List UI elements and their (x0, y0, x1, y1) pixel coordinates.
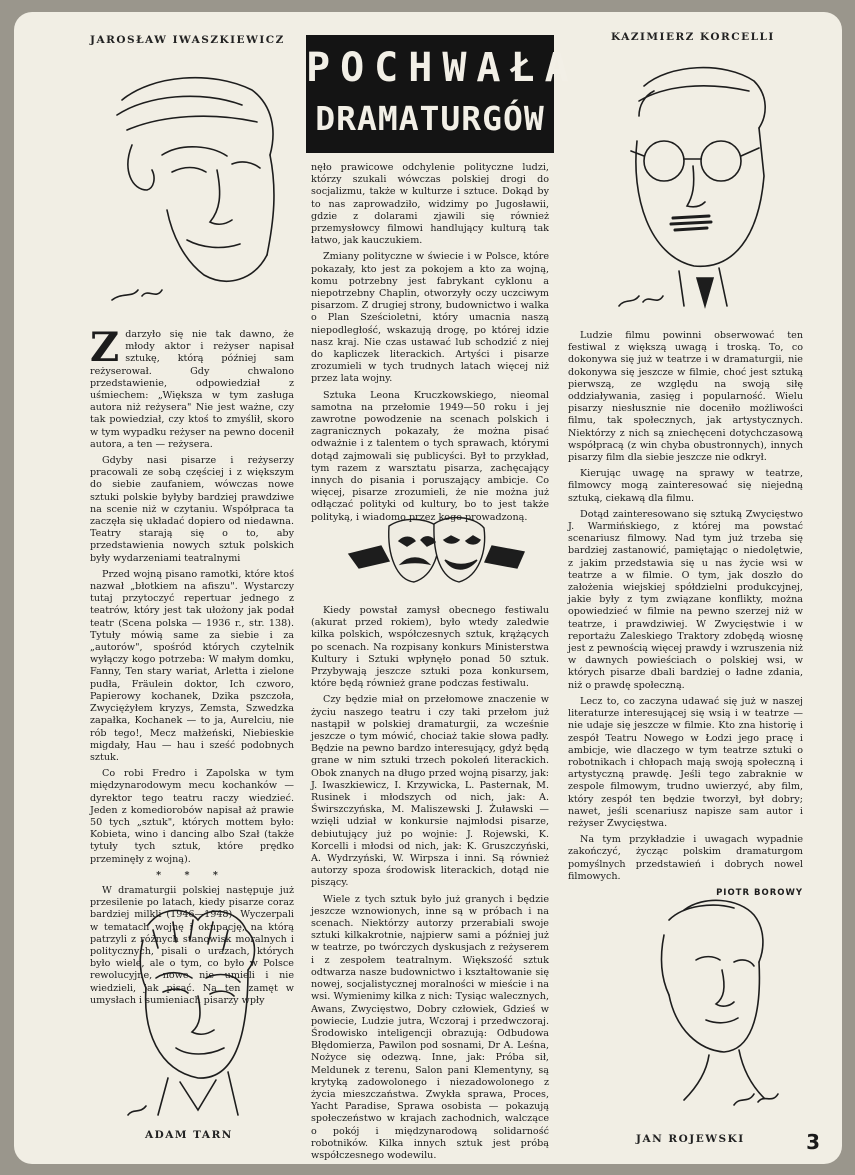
portrait-rojewski-illustration (614, 890, 789, 1125)
col3-paragraph-1: Ludzie filmu powinni obserwować ten festiwal z większą uwagą i troską. To, co dokonywa się już w teatrze i w dramaturgii, nie dokonywa się jeszcze w filmie, choć jest sztuką pierwszą, ze względu na swoją siłę oddziaływania, zasięg i popularność. Wielu pisarzy niesłusznie nie doceniło możliwości filmu, tak społecznych, jak artystycznych. Niektórzy z nich są zniechęceni dotychczasową współpracą (z win chyba obustronnych), innych pisarzy film dla siebie jeszcze nie odkrył. (568, 330, 803, 464)
col1-paragraph-4: Co robi Fredro i Zapolska w tym międzynarodowym mecu kochanków — dyrektor tego teatru raczy wiedzieć. Jeden z komediorobów napisał aż prawie 50 tych „sztuk", których mottem było: Kobieta, wino i dancing albo Szał (także tytuły tych sztuk, które prędko przeminęły z wojną). (90, 768, 294, 865)
author-name-tarn: ADAM TARN (145, 1129, 233, 1141)
portrait-iwaszkiewicz-illustration (92, 60, 287, 305)
col2-paragraph-5: Czy będzie miał on przełomowe znaczenie w życiu naszego teatru i czy taki przełom już nastąpił w polskiej dramaturgii, za wcześnie jeszcze o tym mówić, chociaż takie słowa padły. Będzie na pewno bardzo interesujący, gdyż będą grane w nim sztuki trzech pokoleń literackich. Obok znanych na długo przed wojną pisarzy, jak: J. Iwaszkiewicz, I. Krzywicka, L. Pasternak, M. Rusinek i młodszych od nich, jak: A. Świrszczyńska, M. Maliszewski J. Żuławski — wzięli udział w konkursie najmłodsi pisarze, debiutujący już po wojnie: J. Rojewski, K. Korcelli i młodsi od nich, jak: K. Gruszczyński, A. Wydrzyński, W. Wirpsza i inni. Są również autorzy spoza środowisk literackich, dotąd nie piszący. (311, 694, 549, 889)
article-signature: PIOTR BOROWY (716, 887, 803, 898)
col1-paragraph-1: darzyło się nie tak dawno, że młody aktor i reżyser napisał sztukę, którą później sam reżyserował. Gdy chwalono przedstawienie, odpowiedział z uśmiechem: „Większa w tym zasługa autora niż reżysera" Nie jest ważne, czy tak powiedział, czy ktoś to zmyślił, skoro w tym wypadku reżyser na pewno docenił autora, a ten — reżysera. (90, 329, 294, 450)
col3-paragraph-3: Dotąd zainteresowano się sztuką Zwycięstwo J. Warmińskiego, z której ma powstać scenariusz filmowy. Nad tym już trzeba się bardziej zastanowić, pamiętając o niedolętwie, z jakim przedstawia się u nas życie wsi w teatrze a w filmie. O tym, jak doszło do założenia wiejskiej spółdzielni produkcyjnej, jakie były z tym związane konflikty, można opowiedzieć w filmie na pewno szerzej niż w teatrze, i prawdziwiej. W Zwycięstwie i w reportażu Zaleskiego Traktory zdobędą wiosnę jest z pewnością więcej prawdy i wzruszenia niż w dawnych powieściach o polskiej wsi, w których pisarze dbali bardziej o ładne zdania, niż o prawdę społeczną. (568, 508, 803, 691)
drop-cap: Z (90, 324, 120, 371)
article-column-2-upper (311, 162, 549, 523)
col2-paragraph-6: Wiele z tych sztuk było już granych i będzie jeszcze wznowionych, inne są w próbach i na scenach. Niektórzy autorzy przerabiali swoje sztuki kilkakrotnie, najpierw sami a później już w teatrze, po twórczych dyskusjach z reżyserem i z zespołem teatralnym. Większość sztuk odtwarza nasze budownictwo i kształtowanie się nowej, socjalistycznej moralności w mieście i na wsi. Wymienimy kilka z nich: Tysiąc walecznych, Awans, Zwycięstwo, Dobry człowiek, Gdzieś w powiecie, Ludzie jutra, Wczoraj i przedwczoraj. Środowisko inteligencji obrazują: Odbudowa Błędomierza, Pawilon pod sosnami, Dr A. Leśna, Nożyce się odezwą. Inne, jak: Próba sił, Meldunek z terenu, Salon pani Klementyny, są krytyką zadowolonego i niezadowolonego z życia mieszczaństwa. Zwykła sprawa, Proces, Yacht Paradise, Sprawa osobista — pokazują społeczeństwo w krajach zachodnich, walczące o pokój i międzynarodową solidarność robotników. Kilka innych sztuk jest próbą współczesnego wodewilu. (311, 893, 549, 1161)
magazine-page (14, 12, 842, 1164)
article-column-1 (90, 324, 294, 1006)
author-name-rojewski: JAN ROJEWSKI (636, 1133, 745, 1145)
article-column-2-lower (311, 605, 549, 1161)
col2-paragraph-2: Zmiany polityczne w świecie i w Polsce, które pokazały, kto jest za pokojem a kto za wojną, komu potrzebny jest fabrykant cyklonu a niepotrzebny Chaplin, otworzyły oczy uczciwym pisarzom. Z drugiej strony, budownictwo i walka o Plan Sześcioletni, który umacnia naszą niepodległość, wskazują drogę, po której idzie nasz kraj. Nie czas ustawać lub schodzić z niej do kapliczek literackich. Artyści i pisarze zrozumieli w tych trudnych latach więcej niż przez lata wojny. (311, 251, 549, 385)
article-column-3 (568, 330, 803, 898)
author-name-iwaszkiewicz: JAROSŁAW IWASZKIEWICZ (90, 34, 285, 46)
col1-paragraph-2: Gdyby nasi pisarze i reżyserzy pracowali ze sobą częściej i z większym do siebie zaufaniem, wówczas nowe sztuki polskie byłyby bardziej prawdziwe na scenie niż w czytaniu. Współpraca ta zaczęła się układać dopiero od niedawna. Teatry starają się o to, aby przedstawienia nowych sztuk polskich były wydarzeniami teatralnymi (90, 455, 294, 564)
col1-paragraph-3: Przed wojną pisano ramotki, które ktoś nazwał „błotkiem na afiszu". Wystarczy tutaj przytoczyć repertuar jednego z teatrów, który jest tak ułożony jak podał teatr (Scena polska — 1936 r., str. 138). Tytuły mówią same za siebie i za „autorów", spośród których czytelnik wyłączy kogo potrzeba: W małym domku, Fanny, Ten stary wariat, Arletta i zielone pudła, Fräulein doktor, Ich czworo, Papierowy kochanek, Dzika pszczoła, Zwyciężyłem kryzys, Zemsta, Szwedzka zapałka, Kochanek — to ja, Aurelciu, nie rób tego!, Mecz małżeński, Niebieskie migdały, Hau — hau i sześć podobnych sztuk. (90, 568, 294, 763)
portrait-korcelli-illustration (609, 56, 784, 311)
col2-paragraph-1: nęło prawicowe odchylenie polityczne ludzi, którzy szukali wówczas polskiej drogi do socjalizmu, także w kulturze i sztuce. Dokąd by to nas zaprowadziło, widzimy po Jugosławii, gdzie z dolarami zjawili się również przemysłowcy filmowi handlujący kulturą tak łatwo, jak kauczukiem. (311, 162, 549, 247)
col2-paragraph-3: Sztuka Leona Kruczkowskiego, nieomal samotna na przełomie 1949—50 roku i jej zawrotne powodzenie na scenach polskich i zagranicznych pokazały, że można pisać odważnie i z talentem o tych sprawach, którymi dotąd zajmowali się publicyści. Był to przykład, tym razem z warsztatu pisarza, zachęcający innych do pisania i poruszający ambicje. Co więcej, pisarze zrozumieli, że nie można już odłączać polityki od kultury, bo to jest także polityką, i wiadomo przez kogo prowadzoną. (311, 389, 549, 523)
col3-paragraph-2: Kierując uwagę na sprawy w teatrze, filmowcy mogą zainteresować się niejedną sztuką, ciekawą dla filmu. (568, 468, 803, 504)
col3-paragraph-4: Lecz to, co zaczyna udawać się już w naszej literaturze interesującej się wsią i w teatrze — nie udaje się jeszcze w filmie. Kto zna historię i zespół Teatru Nowego w Łodzi jego pracę i ambicje, wie dlaczego w tym teatrze sztuki o robotnikach i chłopach mają swoją społeczną i artystyczną prawdę. Jeśli tego zabraknie w zespole filmowym, trudno uwierzyć, aby film, który zespół ten będzie tworzył, był dobry; nawet, jeśli scenariusz napisze sam autor i reżyser Zwycięstwa. (568, 695, 803, 829)
title-block (306, 35, 579, 153)
col3-paragraph-5: Na tym przykładzie i uwagach wypadnie zakończyć, życząc polskim dramaturgom pomyślnych przedstawień i dobrych nowel filmowych. (568, 834, 803, 882)
section-separator: * * * (156, 869, 228, 881)
col2-paragraph-4: Kiedy powstał zamysł obecnego festiwalu (akurat przed rokiem), było wtedy zaledwie kilka polskich, współczesnych sztuk, krążących po scenach. Na rozpisany konkurs Ministerstwa Kultury i Sztuki wpłynęło ponad 50 sztuk. Przybywają jeszcze sztuki poza konkursem, które będą również grane podczas festiwalu. (311, 605, 549, 690)
page-number: 3 (806, 1130, 820, 1154)
title-line-1: POCHWAŁA (306, 45, 579, 91)
title-line-2: DRAMATURGÓW (315, 99, 545, 138)
author-name-korcelli: KAZIMIERZ KORCELLI (611, 31, 775, 43)
col1-paragraph-5: W dramaturgii polskiej następuje już przesilenie po latach, kiedy pisarze coraz bardziej milkli (1946—1948). Wyczerpali w tematach wojnę i okupację, na którą patrzyli z różnych stanowisk moralnych i politycznych, pisali o urazach, których było wiele, ale o tym, co było w Polsce rewolucyjne, nowe nie umieli i nie wiedzieli, jak pisać. Na ten zamęt w umysłach i sumieniach pisarzy wpły (90, 884, 294, 1006)
